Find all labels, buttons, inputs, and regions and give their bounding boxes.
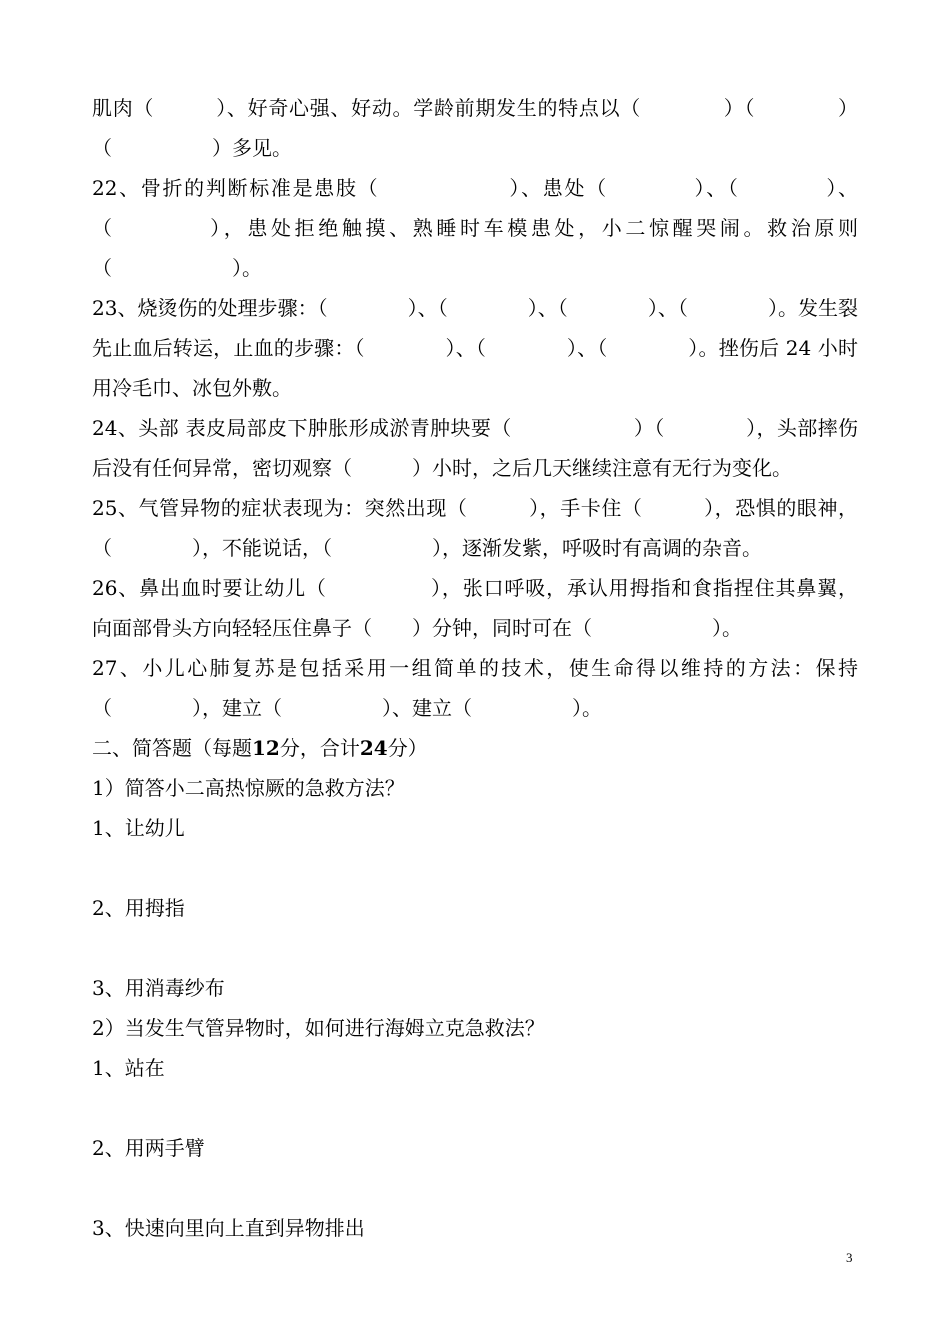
question-27: 27、小儿心肺复苏是包括采用一组简单的技术，使生命得以维持的方法：保持 — [92, 656, 858, 680]
answer-step: 1、让幼儿 — [92, 816, 185, 840]
text-line: 肌肉（ ）、好奇心强、好动。学龄前期发生的特点以（ ）（ ） — [92, 96, 858, 120]
question-24: 24、头部 表皮局部皮下肿胀形成淤青肿块要（ ）（ ），头部摔伤 — [92, 416, 858, 440]
text-line: （ ）。 — [92, 256, 262, 280]
text-line: 用冷毛巾、冰包外敷。 — [92, 376, 292, 400]
answer-step: 2、用两手臂 — [92, 1136, 205, 1160]
text-line: （ ）多见。 — [92, 136, 292, 160]
answer-space — [92, 1168, 858, 1208]
short-question-2-title: 2）当发生气管异物时，如何进行海姆立克急救法？ — [92, 1016, 545, 1040]
question-22: 22、骨折的判断标准是患肢（ ）、患处（ ）、（ ）、 — [92, 176, 858, 200]
answer-space — [92, 928, 858, 968]
text-line: 向面部骨头方向轻轻压住鼻子（ ）分钟，同时可在（ ）。 — [92, 616, 742, 640]
question-23: 23、烧烫伤的处理步骤：（ ）、（ ）、（ ）、（ ）。发生裂 — [92, 296, 858, 320]
page-number: 3 — [846, 1250, 853, 1265]
section-heading-mid: 分，合计 — [279, 736, 360, 760]
text-line: （ ），患处拒绝触摸、熟睡时车模患处，小二惊醒哭闹。救治原则 — [92, 216, 858, 240]
answer-space — [92, 1088, 858, 1128]
text-line: （ ），不能说话，（ ），逐渐发紫，呼吸时有高调的杂音。 — [92, 536, 762, 560]
answer-space — [92, 848, 858, 888]
answer-step: 2、用拇指 — [92, 896, 185, 920]
question-26: 26、鼻出血时要让幼儿（ ），张口呼吸，承认用拇指和食指捏住其鼻翼， — [92, 576, 858, 600]
answer-step: 3、用消毒纱布 — [92, 976, 225, 1000]
question-25: 25、气管异物的症状表现为：突然出现（ ），手卡住（ ），恐惧的眼神， — [92, 496, 858, 520]
text-line: （ ），建立（ ）、建立（ ）。 — [92, 696, 602, 720]
text-line: 后没有任何异常，密切观察（ ）小时，之后几天继续注意有无行为变化。 — [92, 456, 792, 480]
document-page — [92, 88, 858, 1248]
section-heading — [92, 728, 858, 768]
points-total: 24 — [359, 736, 388, 760]
answer-step: 3、快速向里向上直到异物排出 — [92, 1216, 365, 1240]
points-each: 12 — [252, 736, 280, 760]
text-line: 先止血后转运，止血的步骤：（ ）、（ ）、（ ）。挫伤后 24 小时 — [92, 336, 858, 360]
short-question-1-title: 1）简答小二高热惊厥的急救方法？ — [92, 776, 405, 800]
section-heading-suffix: 分） — [387, 736, 428, 760]
answer-step: 1、站在 — [92, 1056, 165, 1080]
section-heading-prefix: 二、简答题（每题 — [92, 736, 252, 760]
